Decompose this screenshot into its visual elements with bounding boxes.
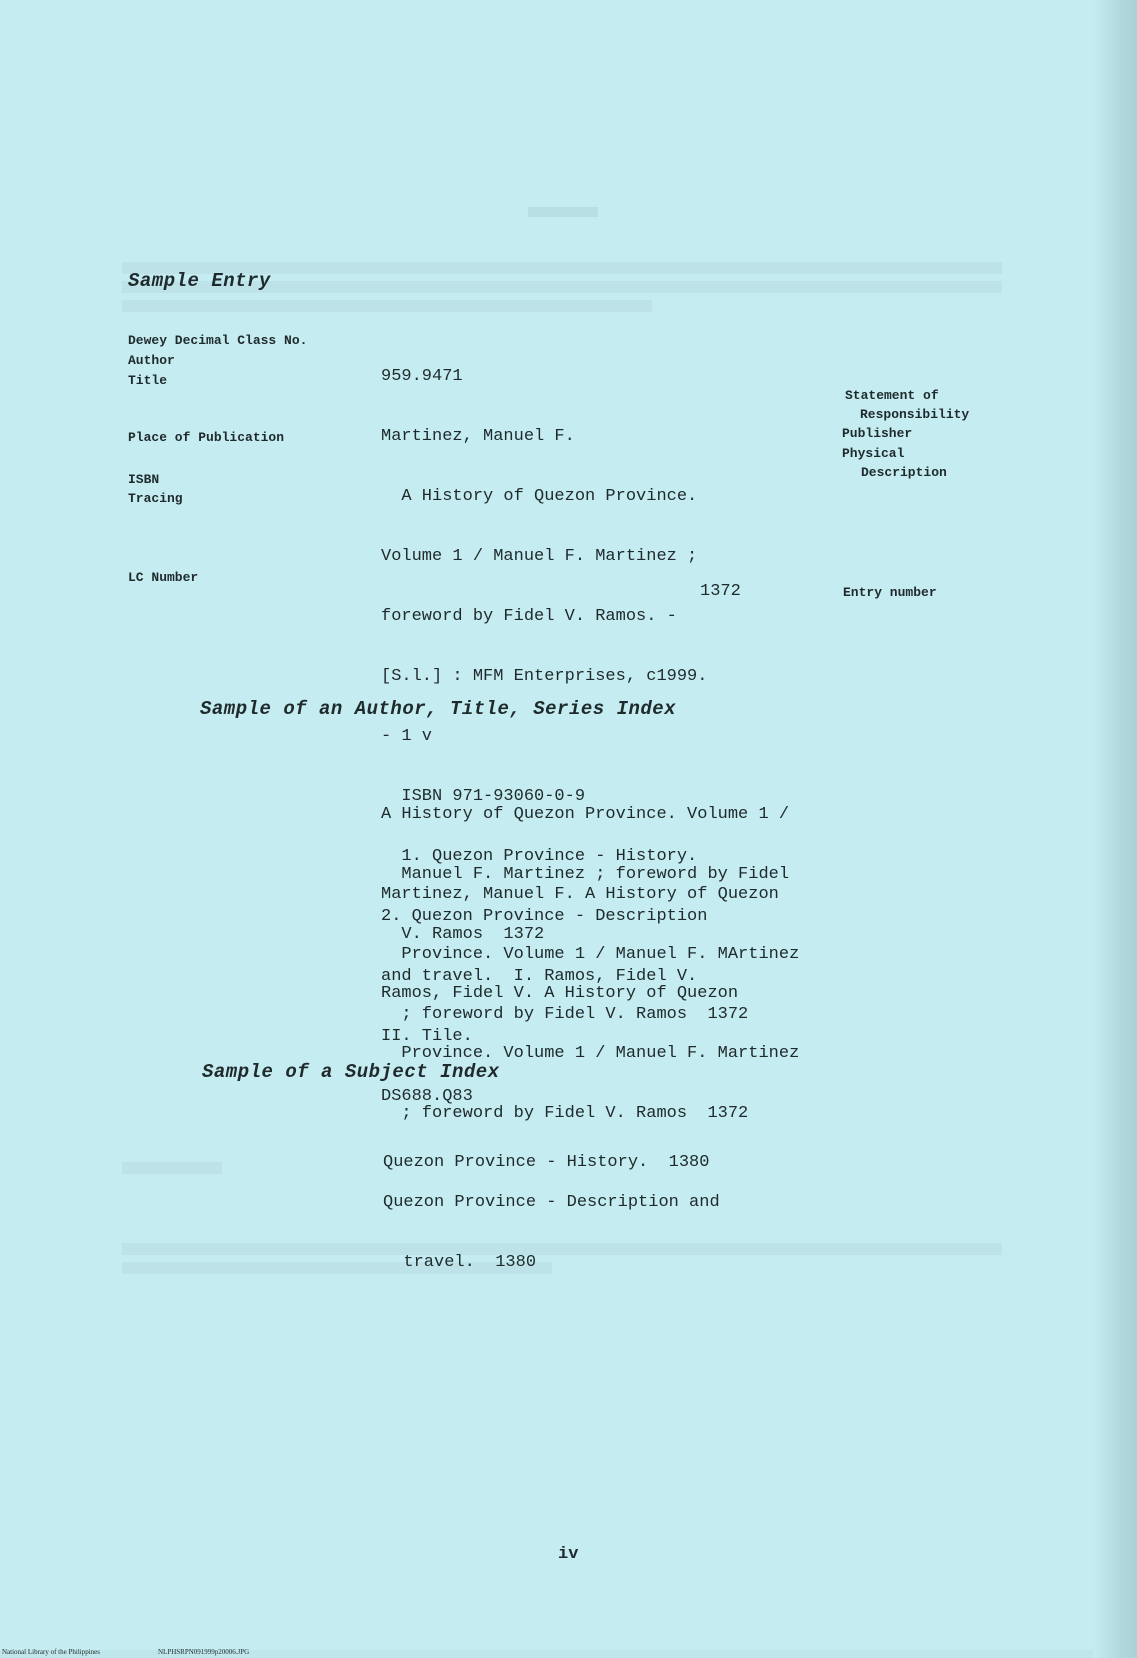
index-line: V. Ramos 1372 (381, 925, 545, 944)
index-line: Quezon Province - History. 1380 (383, 1153, 710, 1172)
entry-line: and travel. I. Ramos, Fidel V. (381, 967, 698, 986)
index-line: ; foreword by Fidel V. Ramos 1372 (381, 1104, 749, 1123)
statement-of-label: Statement of (845, 388, 939, 403)
tracing-label: Tracing (128, 491, 183, 506)
index-line: Province. Volume 1 / Manuel F. MArtinez (381, 945, 800, 964)
publisher-label: Publisher (842, 426, 913, 441)
index-line: ; foreword by Fidel V. Ramos 1372 (381, 1005, 749, 1024)
entry-line: II. Tile. (381, 1027, 473, 1046)
description-label: Description (861, 465, 947, 480)
author-index-heading: Sample of an Author, Title, Series Index (200, 698, 677, 720)
lc-label: LC Number (128, 570, 199, 585)
page-number: iv (558, 1545, 579, 1564)
title-label: Title (128, 373, 168, 388)
index-line: Province. Volume 1 / Manuel F. Martinez (381, 1044, 800, 1063)
physical-label: Physical (842, 446, 905, 461)
author-label: Author (128, 353, 175, 368)
entry-line: 959.9471 (381, 367, 463, 386)
entry-line: A History of Quezon Province. (381, 487, 698, 506)
entry-line: ISBN 971-93060-0-9 (381, 787, 586, 806)
footer-library: National Library of the Philippines (2, 1648, 100, 1656)
place-label: Place of Publication (128, 430, 285, 445)
page-edge-shadow (1093, 0, 1137, 1658)
index-line: Martinez, Manuel F. A History of Quezon (381, 885, 779, 904)
index-line: Manuel F. Martinez ; foreword by Fidel (381, 865, 790, 884)
entry-line: 2. Quezon Province - Description (381, 907, 708, 926)
subject-index-entry (383, 1153, 720, 1293)
entry-line: [S.l.] : MFM Enterprises, c1999. (381, 667, 708, 686)
isbn-label: ISBN (128, 472, 160, 487)
entry-number-value: 1372 (700, 582, 741, 601)
dewey-label: Dewey Decimal Class No. (128, 333, 308, 348)
index-line: travel. 1380 (383, 1253, 537, 1272)
entry-line: Volume 1 / Manuel F. Martinez ; (381, 547, 698, 566)
footer-file: NLPHSRPN091999p20006.JPG (158, 1648, 250, 1656)
responsibility-label: Responsibility (860, 407, 970, 422)
entry-line: 1. Quezon Province - History. (381, 847, 698, 866)
entry-line: - 1 v (381, 727, 433, 746)
entry-line: foreword by Fidel V. Ramos. - (381, 607, 677, 626)
entry-line: Martinez, Manuel F. (381, 427, 575, 446)
index-line: Quezon Province - Description and (383, 1193, 720, 1212)
entry-number-label: Entry number (843, 585, 937, 600)
index-line: A History of Quezon Province. Volume 1 / (381, 805, 790, 824)
index-line: Ramos, Fidel V. A History of Quezon (381, 984, 739, 1003)
sample-entry-heading: Sample Entry (128, 270, 271, 292)
subject-index-heading: Sample of a Subject Index (202, 1061, 500, 1083)
entry-line: DS688.Q83 (381, 1087, 473, 1106)
